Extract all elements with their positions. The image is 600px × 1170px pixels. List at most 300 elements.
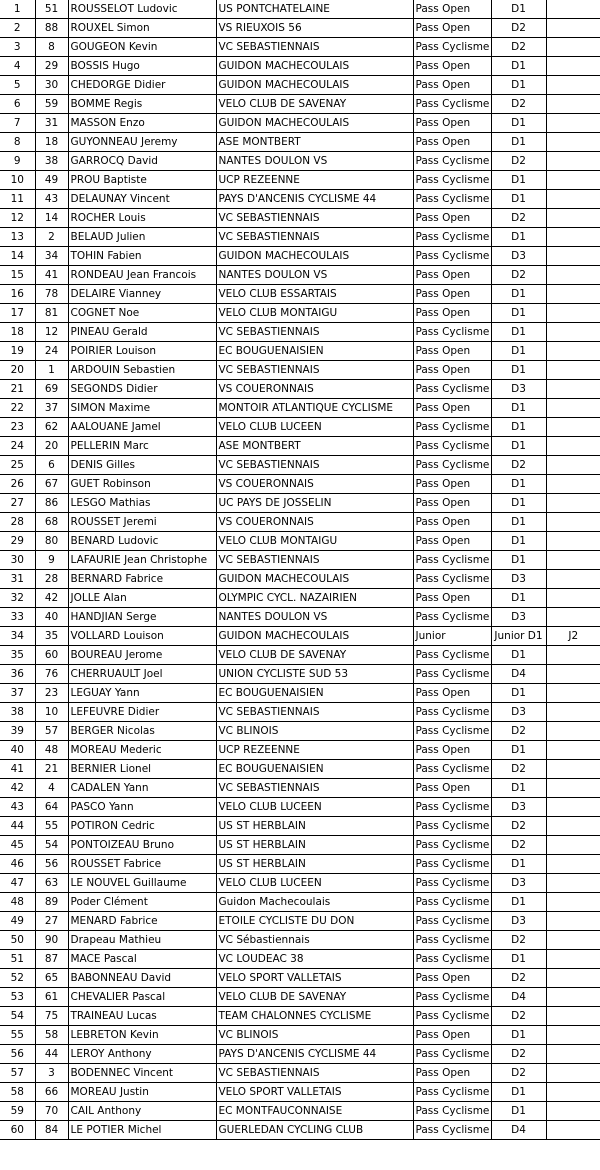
category-cell: D1: [491, 684, 546, 703]
category-cell: D1: [491, 228, 546, 247]
licence-type-cell: Pass Cyclisme: [413, 456, 491, 475]
licence-type-cell: Pass Cyclisme: [413, 95, 491, 114]
table-row: [0, 817, 600, 836]
table-row: [0, 228, 600, 247]
licence-type-cell: Pass Open: [413, 475, 491, 494]
rank-cell: 11: [0, 190, 35, 209]
rank-cell: 16: [0, 285, 35, 304]
licence-type-cell: Pass Cyclisme: [413, 247, 491, 266]
table-row: [0, 247, 600, 266]
club-cell: TEAM CHALONNES CYCLISME: [216, 1007, 413, 1026]
table-row: [0, 969, 600, 988]
club-cell: US PONTCHATELAINE: [216, 0, 413, 19]
category-cell: D3: [491, 608, 546, 627]
extra-category-cell: [546, 988, 600, 1007]
table-row: [0, 1064, 600, 1083]
category-cell: D2: [491, 1007, 546, 1026]
category-cell: D3: [491, 380, 546, 399]
licence-type-cell: Pass Cyclisme: [413, 190, 491, 209]
licence-type-cell: Pass Open: [413, 0, 491, 19]
club-cell: VELO CLUB DE SAVENAY: [216, 646, 413, 665]
club-cell: GUIDON MACHECOULAIS: [216, 57, 413, 76]
extra-category-cell: [546, 741, 600, 760]
extra-category-cell: [546, 494, 600, 513]
bib-number-cell: 59: [35, 95, 68, 114]
table-row: [0, 342, 600, 361]
licence-type-cell: Pass Open: [413, 741, 491, 760]
club-cell: EC BOUGUENAISIEN: [216, 760, 413, 779]
club-cell: EC BOUGUENAISIEN: [216, 684, 413, 703]
rider-name-cell: ROUSSELOT Ludovic: [68, 0, 216, 19]
category-cell: D3: [491, 798, 546, 817]
rank-cell: 50: [0, 931, 35, 950]
rank-cell: 46: [0, 855, 35, 874]
category-cell: D1: [491, 133, 546, 152]
bib-number-cell: 57: [35, 722, 68, 741]
table-row: [0, 551, 600, 570]
club-cell: Guidon Machecoulais: [216, 893, 413, 912]
licence-type-cell: Pass Cyclisme: [413, 38, 491, 57]
extra-category-cell: [546, 1083, 600, 1102]
club-cell: GUERLEDAN CYCLING CLUB: [216, 1121, 413, 1140]
rider-name-cell: VOLLARD Louison: [68, 627, 216, 646]
club-cell: GUIDON MACHECOULAIS: [216, 114, 413, 133]
category-cell: D4: [491, 1121, 546, 1140]
extra-category-cell: [546, 684, 600, 703]
bib-number-cell: 14: [35, 209, 68, 228]
rank-cell: 43: [0, 798, 35, 817]
rider-name-cell: Drapeau Mathieu: [68, 931, 216, 950]
club-cell: MONTOIR ATLANTIQUE CYCLISME: [216, 399, 413, 418]
licence-type-cell: Pass Cyclisme: [413, 152, 491, 171]
licence-type-cell: Pass Cyclisme: [413, 855, 491, 874]
club-cell: VC BLINOIS: [216, 1026, 413, 1045]
rider-name-cell: SEGONDS Didier: [68, 380, 216, 399]
extra-category-cell: [546, 95, 600, 114]
bib-number-cell: 24: [35, 342, 68, 361]
bib-number-cell: 4: [35, 779, 68, 798]
extra-category-cell: [546, 836, 600, 855]
bib-number-cell: 49: [35, 171, 68, 190]
category-cell: D1: [491, 551, 546, 570]
bib-number-cell: 58: [35, 1026, 68, 1045]
licence-type-cell: Pass Cyclisme: [413, 418, 491, 437]
rider-name-cell: LEROY Anthony: [68, 1045, 216, 1064]
club-cell: VELO CLUB MONTAIGU: [216, 532, 413, 551]
category-cell: D2: [491, 152, 546, 171]
club-cell: UCP REZEENNE: [216, 741, 413, 760]
club-cell: VELO CLUB MONTAIGU: [216, 304, 413, 323]
table-row: [0, 513, 600, 532]
extra-category-cell: [546, 665, 600, 684]
category-cell: D1: [491, 855, 546, 874]
rank-cell: 40: [0, 741, 35, 760]
extra-category-cell: [546, 475, 600, 494]
extra-category-cell: [546, 722, 600, 741]
licence-type-cell: Pass Open: [413, 114, 491, 133]
category-cell: D1: [491, 171, 546, 190]
licence-type-cell: Pass Open: [413, 532, 491, 551]
licence-type-cell: Pass Open: [413, 19, 491, 38]
bib-number-cell: 81: [35, 304, 68, 323]
bib-number-cell: 2: [35, 228, 68, 247]
bib-number-cell: 29: [35, 57, 68, 76]
rank-cell: 20: [0, 361, 35, 380]
category-cell: D2: [491, 817, 546, 836]
table-row: [0, 1121, 600, 1140]
club-cell: ETOILE CYCLISTE DU DON: [216, 912, 413, 931]
bib-number-cell: 62: [35, 418, 68, 437]
rider-name-cell: CHEDORGE Didier: [68, 76, 216, 95]
table-row: [0, 779, 600, 798]
rank-cell: 41: [0, 760, 35, 779]
licence-type-cell: Pass Cyclisme: [413, 874, 491, 893]
rider-name-cell: POIRIER Louison: [68, 342, 216, 361]
club-cell: VC SEBASTIENNAIS: [216, 456, 413, 475]
category-cell: D1: [491, 342, 546, 361]
extra-category-cell: [546, 285, 600, 304]
table-row: [0, 1102, 600, 1121]
extra-category-cell: [546, 190, 600, 209]
extra-category-cell: J2: [546, 627, 600, 646]
rank-cell: 58: [0, 1083, 35, 1102]
bib-number-cell: 48: [35, 741, 68, 760]
table-row: [0, 912, 600, 931]
table-row: [0, 893, 600, 912]
rank-cell: 4: [0, 57, 35, 76]
licence-type-cell: Pass Cyclisme: [413, 646, 491, 665]
extra-category-cell: [546, 266, 600, 285]
rank-cell: 26: [0, 475, 35, 494]
extra-category-cell: [546, 247, 600, 266]
bib-number-cell: 63: [35, 874, 68, 893]
category-cell: D1: [491, 475, 546, 494]
category-cell: D2: [491, 1045, 546, 1064]
table-row: [0, 608, 600, 627]
licence-type-cell: Pass Cyclisme: [413, 722, 491, 741]
extra-category-cell: [546, 1045, 600, 1064]
club-cell: UC PAYS DE JOSSELIN: [216, 494, 413, 513]
extra-category-cell: [546, 152, 600, 171]
category-cell: D2: [491, 722, 546, 741]
table-row: [0, 570, 600, 589]
extra-category-cell: [546, 38, 600, 57]
licence-type-cell: Pass Open: [413, 76, 491, 95]
bib-number-cell: 37: [35, 399, 68, 418]
rank-cell: 51: [0, 950, 35, 969]
bib-number-cell: 88: [35, 19, 68, 38]
rank-cell: 6: [0, 95, 35, 114]
bib-number-cell: 12: [35, 323, 68, 342]
extra-category-cell: [546, 437, 600, 456]
licence-type-cell: Pass Open: [413, 399, 491, 418]
table-row: [0, 475, 600, 494]
table-row: [0, 190, 600, 209]
rider-name-cell: GARROCQ David: [68, 152, 216, 171]
category-cell: D1: [491, 1083, 546, 1102]
category-cell: D2: [491, 95, 546, 114]
rank-cell: 19: [0, 342, 35, 361]
club-cell: VC BLINOIS: [216, 722, 413, 741]
licence-type-cell: Pass Cyclisme: [413, 608, 491, 627]
table-row: [0, 361, 600, 380]
rider-name-cell: ROUXEL Simon: [68, 19, 216, 38]
licence-type-cell: Pass Cyclisme: [413, 912, 491, 931]
category-cell: D1: [491, 285, 546, 304]
bib-number-cell: 27: [35, 912, 68, 931]
rank-cell: 28: [0, 513, 35, 532]
rank-cell: 8: [0, 133, 35, 152]
bib-number-cell: 84: [35, 1121, 68, 1140]
bib-number-cell: 78: [35, 285, 68, 304]
rider-name-cell: LEBRETON Kevin: [68, 1026, 216, 1045]
bib-number-cell: 41: [35, 266, 68, 285]
bib-number-cell: 60: [35, 646, 68, 665]
rider-name-cell: BODENNEC Vincent: [68, 1064, 216, 1083]
bib-number-cell: 21: [35, 760, 68, 779]
rank-cell: 21: [0, 380, 35, 399]
extra-category-cell: [546, 57, 600, 76]
rank-cell: 49: [0, 912, 35, 931]
licence-type-cell: Pass Open: [413, 684, 491, 703]
rider-name-cell: BELAUD Julien: [68, 228, 216, 247]
rank-cell: 10: [0, 171, 35, 190]
club-cell: PAYS D'ANCENIS CYCLISME 44: [216, 190, 413, 209]
extra-category-cell: [546, 342, 600, 361]
bib-number-cell: 64: [35, 798, 68, 817]
bib-number-cell: 54: [35, 836, 68, 855]
extra-category-cell: [546, 171, 600, 190]
extra-category-cell: [546, 760, 600, 779]
category-cell: D3: [491, 703, 546, 722]
category-cell: D1: [491, 589, 546, 608]
rank-cell: 45: [0, 836, 35, 855]
extra-category-cell: [546, 0, 600, 19]
rank-cell: 24: [0, 437, 35, 456]
bib-number-cell: 68: [35, 513, 68, 532]
category-cell: D2: [491, 38, 546, 57]
rider-name-cell: LAFAURIE Jean Christophe: [68, 551, 216, 570]
rank-cell: 56: [0, 1045, 35, 1064]
extra-category-cell: [546, 608, 600, 627]
extra-category-cell: [546, 323, 600, 342]
club-cell: EC MONTFAUCONNAISE: [216, 1102, 413, 1121]
extra-category-cell: [546, 418, 600, 437]
extra-category-cell: [546, 380, 600, 399]
table-row: [0, 285, 600, 304]
category-cell: D1: [491, 532, 546, 551]
rank-cell: 23: [0, 418, 35, 437]
bib-number-cell: 51: [35, 0, 68, 19]
rider-name-cell: RONDEAU Jean Francois: [68, 266, 216, 285]
table-row: [0, 1007, 600, 1026]
licence-type-cell: Pass Open: [413, 57, 491, 76]
rank-cell: 18: [0, 323, 35, 342]
category-cell: D1: [491, 0, 546, 19]
rank-cell: 54: [0, 1007, 35, 1026]
licence-type-cell: Pass Cyclisme: [413, 931, 491, 950]
bib-number-cell: 28: [35, 570, 68, 589]
rider-name-cell: MENARD Fabrice: [68, 912, 216, 931]
rank-cell: 44: [0, 817, 35, 836]
category-cell: D3: [491, 912, 546, 931]
category-cell: D1: [491, 779, 546, 798]
club-cell: NANTES DOULON VS: [216, 152, 413, 171]
rider-name-cell: ROUSSET Fabrice: [68, 855, 216, 874]
club-cell: GUIDON MACHECOULAIS: [216, 627, 413, 646]
bib-number-cell: 1: [35, 361, 68, 380]
bib-number-cell: 56: [35, 855, 68, 874]
table-row: [0, 760, 600, 779]
club-cell: UNION CYCLISTE SUD 53: [216, 665, 413, 684]
rider-name-cell: MACE Pascal: [68, 950, 216, 969]
category-cell: D1: [491, 950, 546, 969]
rider-name-cell: PROU Baptiste: [68, 171, 216, 190]
extra-category-cell: [546, 912, 600, 931]
bib-number-cell: 75: [35, 1007, 68, 1026]
bib-number-cell: 90: [35, 931, 68, 950]
licence-type-cell: Pass Cyclisme: [413, 760, 491, 779]
table-row: [0, 418, 600, 437]
licence-type-cell: Pass Open: [413, 361, 491, 380]
rider-name-cell: CAIL Anthony: [68, 1102, 216, 1121]
licence-type-cell: Pass Cyclisme: [413, 1121, 491, 1140]
extra-category-cell: [546, 779, 600, 798]
extra-category-cell: [546, 76, 600, 95]
extra-category-cell: [546, 1007, 600, 1026]
category-cell: D2: [491, 931, 546, 950]
rider-name-cell: Poder Clément: [68, 893, 216, 912]
bib-number-cell: 67: [35, 475, 68, 494]
club-cell: GUIDON MACHECOULAIS: [216, 247, 413, 266]
rank-cell: 1: [0, 0, 35, 19]
rider-name-cell: BERGER Nicolas: [68, 722, 216, 741]
table-row: [0, 152, 600, 171]
rider-name-cell: ARDOUIN Sebastien: [68, 361, 216, 380]
table-row: [0, 38, 600, 57]
bib-number-cell: 10: [35, 703, 68, 722]
club-cell: GUIDON MACHECOULAIS: [216, 570, 413, 589]
extra-category-cell: [546, 304, 600, 323]
bib-number-cell: 69: [35, 380, 68, 399]
bib-number-cell: 44: [35, 1045, 68, 1064]
bib-number-cell: 40: [35, 608, 68, 627]
table-row: [0, 19, 600, 38]
bib-number-cell: 34: [35, 247, 68, 266]
extra-category-cell: [546, 817, 600, 836]
rider-name-cell: PASCO Yann: [68, 798, 216, 817]
licence-type-cell: Pass Cyclisme: [413, 380, 491, 399]
rider-name-cell: GUET Robinson: [68, 475, 216, 494]
rider-name-cell: LESGO Mathias: [68, 494, 216, 513]
table-row: [0, 627, 600, 646]
licence-type-cell: Pass Cyclisme: [413, 817, 491, 836]
category-cell: D3: [491, 247, 546, 266]
bib-number-cell: 9: [35, 551, 68, 570]
rider-name-cell: JOLLE Alan: [68, 589, 216, 608]
bib-number-cell: 31: [35, 114, 68, 133]
rank-cell: 7: [0, 114, 35, 133]
table-row: [0, 684, 600, 703]
rank-cell: 13: [0, 228, 35, 247]
rank-cell: 33: [0, 608, 35, 627]
club-cell: VS COUERONNAIS: [216, 513, 413, 532]
table-row: [0, 532, 600, 551]
club-cell: VELO CLUB LUCEEN: [216, 874, 413, 893]
table-row: [0, 456, 600, 475]
rider-name-cell: LEFEUVRE Didier: [68, 703, 216, 722]
category-cell: D1: [491, 399, 546, 418]
club-cell: VC Sébastiennais: [216, 931, 413, 950]
rank-cell: 14: [0, 247, 35, 266]
rank-cell: 47: [0, 874, 35, 893]
bib-number-cell: 30: [35, 76, 68, 95]
table-row: [0, 855, 600, 874]
licence-type-cell: Pass Cyclisme: [413, 1007, 491, 1026]
rank-cell: 48: [0, 893, 35, 912]
rank-cell: 32: [0, 589, 35, 608]
category-cell: D1: [491, 114, 546, 133]
category-cell: D1: [491, 893, 546, 912]
licence-type-cell: Pass Cyclisme: [413, 171, 491, 190]
club-cell: OLYMPIC CYCL. NAZAIRIEN: [216, 589, 413, 608]
table-row: [0, 437, 600, 456]
category-cell: D1: [491, 646, 546, 665]
bib-number-cell: 6: [35, 456, 68, 475]
licence-type-cell: Pass Cyclisme: [413, 437, 491, 456]
club-cell: VELO CLUB DE SAVENAY: [216, 95, 413, 114]
extra-category-cell: [546, 1064, 600, 1083]
table-row: [0, 798, 600, 817]
category-cell: D4: [491, 988, 546, 1007]
bib-number-cell: 87: [35, 950, 68, 969]
table-row: [0, 380, 600, 399]
extra-category-cell: [546, 399, 600, 418]
rank-cell: 29: [0, 532, 35, 551]
club-cell: US ST HERBLAIN: [216, 836, 413, 855]
table-row: [0, 931, 600, 950]
category-cell: D2: [491, 456, 546, 475]
bib-number-cell: 70: [35, 1102, 68, 1121]
bib-number-cell: 61: [35, 988, 68, 1007]
rider-name-cell: LE NOUVEL Guillaume: [68, 874, 216, 893]
rider-name-cell: AALOUANE Jamel: [68, 418, 216, 437]
bib-number-cell: 80: [35, 532, 68, 551]
licence-type-cell: Pass Cyclisme: [413, 665, 491, 684]
rider-name-cell: GOUGEON Kevin: [68, 38, 216, 57]
category-cell: D1: [491, 190, 546, 209]
rider-name-cell: BERNIER Lionel: [68, 760, 216, 779]
rank-cell: 25: [0, 456, 35, 475]
rank-cell: 59: [0, 1102, 35, 1121]
rider-name-cell: CHERRUAULT Joel: [68, 665, 216, 684]
licence-type-cell: Pass Cyclisme: [413, 570, 491, 589]
rider-name-cell: BOMME Regis: [68, 95, 216, 114]
rank-cell: 39: [0, 722, 35, 741]
extra-category-cell: [546, 1102, 600, 1121]
extra-category-cell: [546, 1026, 600, 1045]
extra-category-cell: [546, 570, 600, 589]
table-row: [0, 1083, 600, 1102]
licence-type-cell: Pass Open: [413, 494, 491, 513]
club-cell: UCP REZEENNE: [216, 171, 413, 190]
category-cell: D1: [491, 323, 546, 342]
licence-type-cell: Pass Open: [413, 285, 491, 304]
rider-name-cell: MASSON Enzo: [68, 114, 216, 133]
extra-category-cell: [546, 133, 600, 152]
club-cell: VELO SPORT VALLETAIS: [216, 1083, 413, 1102]
club-cell: VC SEBASTIENNAIS: [216, 323, 413, 342]
